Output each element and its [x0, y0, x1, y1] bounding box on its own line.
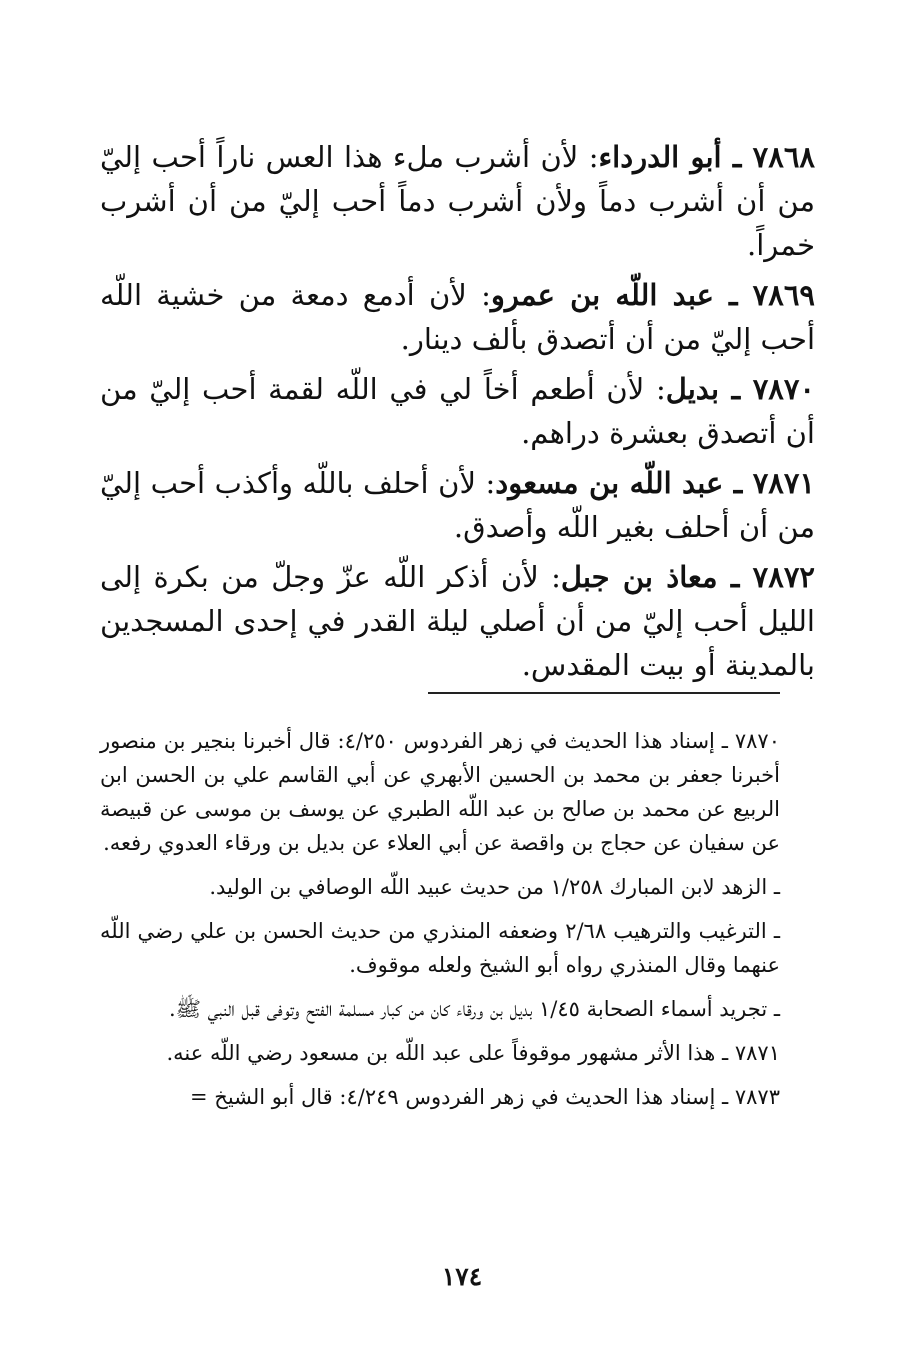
- entry-7870: [100, 367, 815, 455]
- entry-7868: [100, 135, 815, 267]
- footnote-separator: [428, 692, 780, 694]
- footnote-zuhd: ـ الزهد لابن المبارك ١/٢٥٨ من حديث عبيد اللّه الوصافي بن الوليد.: [209, 875, 780, 899]
- narrator-name: أبو الدرداء: [598, 140, 722, 174]
- footnote-tajrid: ـ تجريد أسماء الصحابة ١/٤٥ بديل بن ورقاء كان من كبار مسلمة الفتح وتوفى قبل النبي ﷺ.: [168, 997, 780, 1021]
- entry-text: : لأن أدمع دمعة من خشية اللّه أحب إليّ من أن أتصدق بألف دينار.: [100, 278, 815, 356]
- footnote-7873: ٧٨٧٣ ـ إسناد هذا الحديث في زهر الفردوس ٤/٢٤٩: قال أبو الشيخ =: [190, 1085, 780, 1109]
- entry-7871: [100, 461, 815, 549]
- entry-text: : لأن أطعم أخاً لي في اللّه لقمة أحب إليّ من أن أتصدق بعشرة دراهم.: [100, 372, 815, 450]
- entry-7869: [100, 273, 815, 361]
- footnote-7870: ٧٨٧٠ ـ إسناد هذا الحديث في زهر الفردوس ٤/٢٥٠: قال أخبرنا بنجير بن منصور أخبرنا جعفر بن محمد بن الحسين الأبهري عن أبي القاسم علي بن الحسن ابن الربيع عن محمد بن صالح بن عبد اللّه الطبري عن يوسف بن موسى عن قبيصة عن سفيان عن حجاج بن واقصة عن أبي العلاء عن بديل بن ورقاء العدوي رفعه.: [100, 729, 780, 855]
- entry-text: : لأن أحلف باللّه وأكذب أحب إليّ من أن أحلف بغير اللّه وأصدق.: [100, 466, 815, 544]
- entry-dash: ـ: [719, 372, 753, 406]
- entry-number: ٧٨٧١: [752, 466, 815, 500]
- footnotes: [100, 724, 780, 1124]
- main-text: [100, 135, 815, 693]
- entry-number: ٧٨٦٨: [752, 140, 815, 174]
- entry-dash: ـ: [713, 278, 753, 312]
- entry-number: ٧٨٦٩: [752, 278, 815, 312]
- entry-number: ٧٨٧٠: [752, 372, 815, 406]
- entry-dash: ـ: [723, 466, 753, 500]
- page-number: ١٧٤: [441, 1262, 483, 1291]
- entry-dash: ـ: [717, 560, 753, 594]
- footnote-7871: ٧٨٧١ ـ هذا الأثر مشهور موقوفاً على عبد اللّه بن مسعود رضي اللّه عنه.: [166, 1041, 780, 1065]
- narrator-name: عبد اللّه بن مسعود: [495, 466, 724, 500]
- narrator-name: معاذ بن جبل: [560, 560, 718, 594]
- entry-dash: ـ: [721, 140, 753, 174]
- narrator-name: عبد اللّه بن عمرو: [490, 278, 714, 312]
- footnote-targhib: ـ الترغيب والترهيب ٢/٦٨ وضعفه المنذري من حديث الحسن بن علي رضي اللّه عنهما وقال المنذري رواه أبو الشيخ ولعله موقوف.: [100, 919, 780, 977]
- entry-number: ٧٨٧٢: [752, 560, 815, 594]
- narrator-name: بديل: [665, 372, 720, 406]
- entry-7872: [100, 555, 815, 687]
- entry-text: : لأن أذكر اللّه عزّ وجلّ من بكرة إلى الليل أحب إليّ من أن أصلي ليلة القدر في إحدى المسجدين بالمدينة أو بيت المقدس.: [100, 560, 815, 682]
- entry-text: : لأن أشرب ملء هذا العس ناراً أحب إليّ من أن أشرب دماً ولأن أشرب دماً أحب إليّ من أن أشرب خمراً.: [100, 140, 815, 262]
